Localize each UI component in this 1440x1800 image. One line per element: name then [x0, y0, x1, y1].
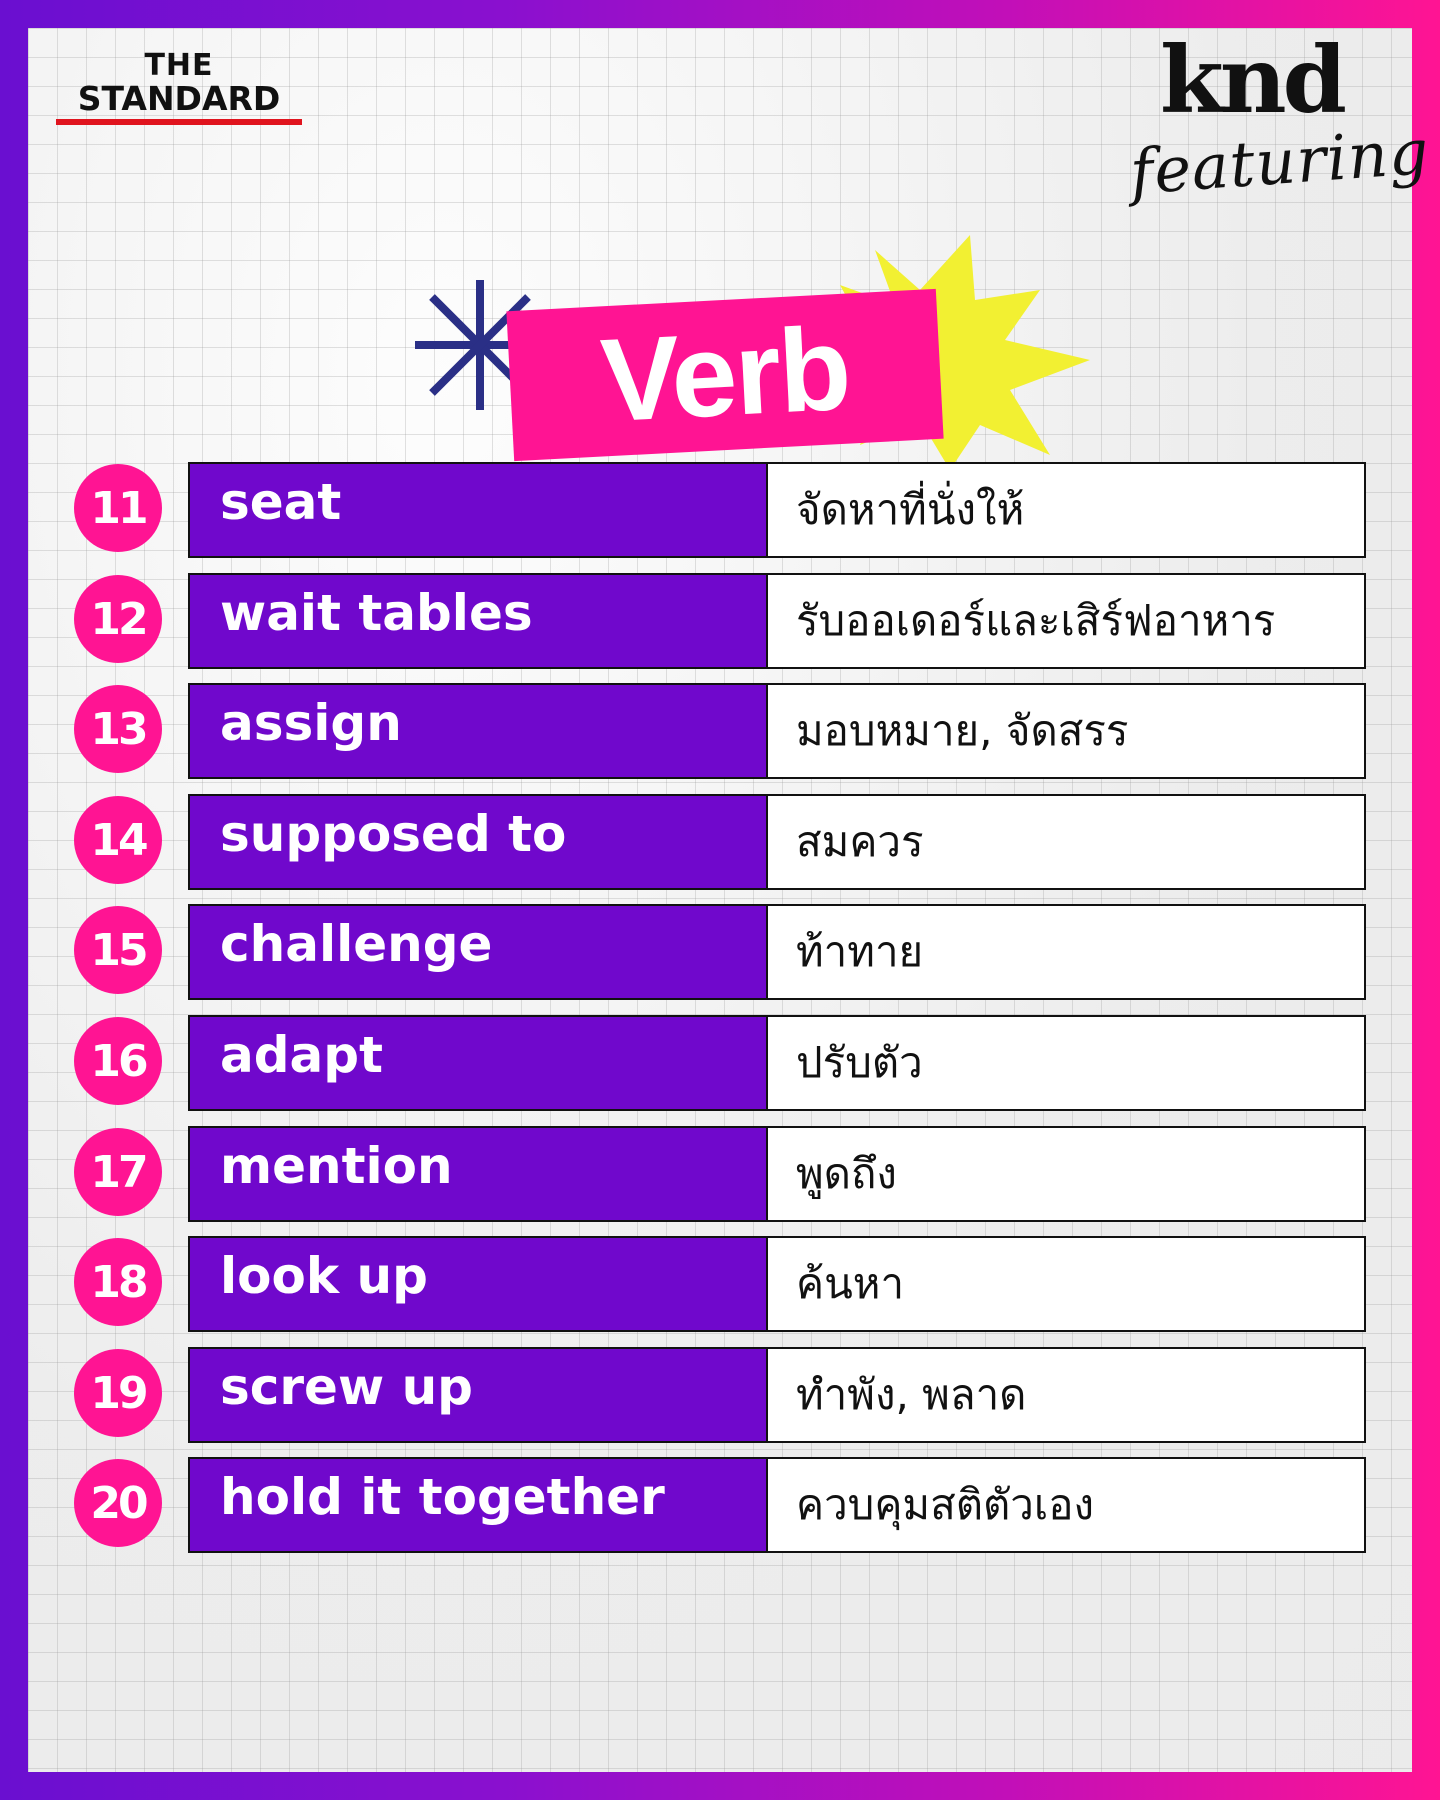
the-standard-logo-line1: THE: [144, 48, 214, 83]
item-meaning: มอบหมาย, จัดสรร: [768, 685, 1364, 777]
item-meaning: จัดหาที่นั่งให้: [768, 464, 1364, 556]
the-standard-logo-line2: STANDARD: [77, 79, 281, 118]
page-title: Verb: [597, 302, 853, 448]
item-meaning: รับออเดอร์และเสิร์ฟอาหาร: [768, 575, 1364, 667]
item-row-box: [188, 1347, 1366, 1443]
item-term: assign: [190, 685, 768, 777]
item-row-box: [188, 1126, 1366, 1222]
item-meaning: ท้าทาย: [768, 906, 1364, 998]
item-meaning: ควบคุมสติตัวเอง: [768, 1459, 1364, 1551]
item-meaning: ค้นหา: [768, 1238, 1364, 1330]
knd-logo: knd: [1160, 26, 1343, 134]
item-term: challenge: [190, 906, 768, 998]
item-row-box: [188, 462, 1366, 558]
item-number-badge: 11: [74, 464, 162, 552]
list-item: [0, 904, 1440, 1000]
item-term: look up: [190, 1238, 768, 1330]
item-term: seat: [190, 464, 768, 556]
list-item: [0, 1126, 1440, 1222]
list-item: [0, 1236, 1440, 1332]
item-term: mention: [190, 1128, 768, 1220]
item-meaning: ปรับตัว: [768, 1017, 1364, 1109]
list-item: [0, 1347, 1440, 1443]
list-item: [0, 573, 1440, 669]
item-row-box: [188, 904, 1366, 1000]
item-row-box: [188, 1236, 1366, 1332]
item-row-box: [188, 573, 1366, 669]
item-number-badge: 16: [74, 1017, 162, 1105]
item-row-box: [188, 1015, 1366, 1111]
item-row-box: [188, 1457, 1366, 1553]
item-number-badge: 19: [74, 1349, 162, 1437]
item-term: screw up: [190, 1349, 768, 1441]
item-row-box: [188, 794, 1366, 890]
item-number-badge: 14: [74, 796, 162, 884]
item-meaning: พูดถึง: [768, 1128, 1364, 1220]
item-number-badge: 17: [74, 1128, 162, 1216]
item-term: adapt: [190, 1017, 768, 1109]
item-number-badge: 13: [74, 685, 162, 773]
item-meaning: ทำพัง, พลาด: [768, 1349, 1364, 1441]
list-item: [0, 794, 1440, 890]
featuring-script-text: featuring: [1127, 114, 1432, 209]
item-number-badge: 12: [74, 575, 162, 663]
list-item: [0, 462, 1440, 558]
list-item: [0, 1015, 1440, 1111]
item-number-badge: 18: [74, 1238, 162, 1326]
item-meaning: สมควร: [768, 796, 1364, 888]
item-term: hold it together: [190, 1459, 768, 1551]
item-number-badge: 15: [74, 906, 162, 994]
item-row-box: [188, 683, 1366, 779]
item-term: wait tables: [190, 575, 768, 667]
list-item: [0, 1457, 1440, 1553]
item-number-badge: 20: [74, 1459, 162, 1547]
item-term: supposed to: [190, 796, 768, 888]
list-item: [0, 683, 1440, 779]
